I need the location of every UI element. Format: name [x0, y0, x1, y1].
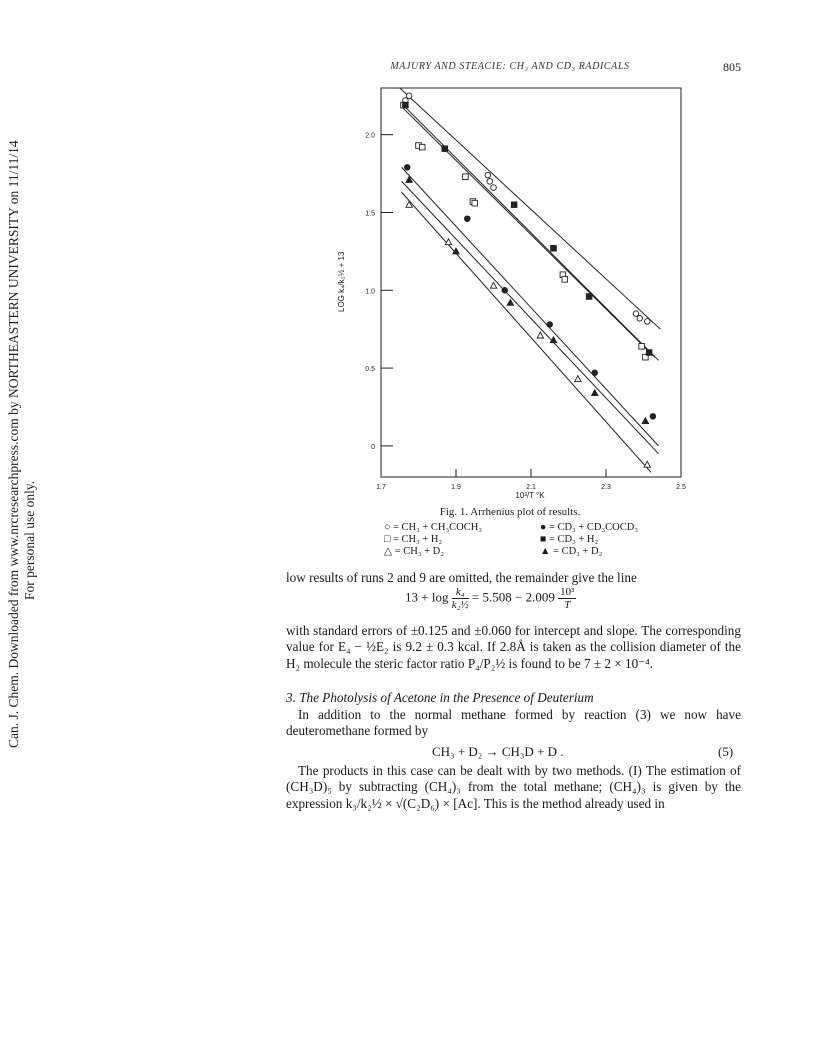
x-tick-label: 2.3: [601, 484, 611, 491]
legend-item: [384, 546, 482, 558]
data-point: [644, 319, 650, 325]
data-point: [637, 315, 643, 321]
data-point: [404, 165, 410, 171]
legend-symbol: △: [384, 546, 393, 557]
paragraph-deuterium: [286, 707, 741, 740]
data-point: [403, 102, 409, 108]
eq1-denominator: k₂½: [451, 599, 469, 611]
y-axis-label-text: LOG k₄/k₂½ + 13: [337, 251, 346, 312]
eq1-fraction-2: [558, 586, 576, 611]
y-axis-label: [337, 251, 346, 312]
eq1-numerator-2: 10³: [560, 586, 575, 598]
paragraph-text: In addition to the normal methane formed by reaction (3) we now have deuteromethane formed by: [286, 707, 741, 739]
data-point: [547, 322, 553, 328]
legend-text: = CH₃ + D₂: [394, 546, 444, 557]
legend-text: = CH₃ + H₂: [392, 534, 443, 545]
paragraph-text: The products in this case can be dealt with by two methods. (I) The estimation of (CH₃D)₅ by subtracting (CH₄)₃ from the total methane; (CH₄)₃ is given by the expression k₃/k₂½ × √(C₂D₆) × [Ac]. This is the method already used in: [286, 763, 741, 811]
equation-2: CH₃ + D₂ → CH₃D + D .: [432, 744, 564, 759]
eq1-denominator-2: T: [564, 599, 571, 611]
figure-caption: Fig. 1. Arrhenius plot of results.: [439, 506, 581, 518]
legend-right: [540, 522, 638, 558]
legend-symbol: ○: [384, 522, 391, 533]
eq1-middle: = 5.508 − 2.009: [471, 589, 555, 605]
data-point: [642, 418, 648, 424]
legend-symbol: ▲: [540, 546, 551, 557]
paragraph-errors: [286, 623, 741, 672]
data-point: [537, 332, 543, 338]
fit-line: [402, 181, 659, 453]
eq1-left: 13 + log: [405, 589, 449, 605]
fit-line: [400, 88, 661, 329]
fit-line: [402, 192, 651, 472]
data-point: [507, 299, 513, 305]
legend-item: [540, 522, 638, 534]
data-point: [511, 202, 517, 208]
data-point: [646, 350, 652, 356]
data-point: [464, 216, 470, 222]
data-point: [419, 144, 425, 150]
data-points: [401, 93, 656, 467]
data-point: [592, 390, 598, 396]
fit-line: [402, 107, 655, 358]
data-point: [442, 146, 448, 152]
download-notice: Can. J. Chem. Downloaded from www.nrcresearchpress.com by NORTHEASTERN UNIVERSITY on 11/11/14: [6, 140, 21, 748]
data-point: [463, 174, 469, 180]
legend-left: [384, 522, 482, 558]
data-point: [562, 277, 568, 283]
paragraph-intro: [286, 570, 741, 586]
plot-frame: [381, 88, 681, 477]
fit-lines: [400, 88, 661, 472]
data-point: [592, 370, 598, 376]
data-point: [650, 414, 656, 420]
paragraph-methods: [286, 763, 741, 812]
eq1-numerator: k₄: [452, 586, 469, 599]
y-tick-label: 2.0: [365, 132, 375, 140]
x-tick-label: 1.9: [451, 484, 461, 491]
data-point: [487, 179, 493, 185]
legend-symbol: ■: [540, 534, 547, 545]
equation-1: [405, 586, 576, 611]
y-tick-label: 1.5: [365, 210, 375, 218]
data-point: [586, 294, 592, 300]
x-tick-label: 1.7: [376, 484, 386, 491]
legend-text: = CD₃ + D₂: [553, 546, 603, 557]
data-point: [485, 172, 491, 178]
personal-use-notice: For personal use only.: [22, 480, 37, 600]
x-axis-label: 10³/T °K: [515, 491, 545, 500]
legend-item: [384, 522, 482, 534]
y-tick-label: 0.5: [365, 366, 375, 374]
paragraph-text: with standard errors of ±0.125 and ±0.060 for intercept and slope. The corresponding value for E₄ − ½E₂ is 9.2 ± 0.3 kcal. If 2.8Å is taken as the collision diameter of the H₂ molecule the steric factor ratio P₄/P₂½ is found to be 7 ± 2 × 10⁻⁴.: [286, 623, 741, 671]
legend-item: [540, 546, 638, 558]
eq1-fraction: [452, 586, 469, 611]
legend-text: = CD₃ + H₂: [548, 534, 599, 545]
data-point: [639, 343, 645, 349]
legend-symbol: ●: [540, 522, 547, 533]
y-tick-label: 1.0: [365, 288, 375, 296]
legend-text: = CD₃ + CD₃COCD₃: [548, 522, 639, 533]
y-tick-label: 0: [371, 443, 375, 451]
section-heading-text: 3. The Photolysis of Acetone in the Presence of Deuterium: [286, 690, 594, 705]
data-point: [644, 461, 650, 467]
x-tick-label: 2.1: [526, 484, 536, 491]
legend-symbol: □: [384, 534, 391, 545]
x-tick-label: 2.5: [676, 484, 686, 491]
data-point: [551, 245, 557, 251]
legend-item: [384, 534, 482, 546]
fit-line: [402, 104, 659, 361]
arrhenius-plot: [330, 80, 700, 505]
data-point: [575, 376, 581, 382]
data-point: [406, 201, 412, 207]
section-heading: [286, 690, 741, 706]
data-point: [502, 287, 508, 293]
data-point: [472, 200, 478, 206]
legend-item: [540, 534, 638, 546]
running-title: MAJURY AND STEACIE: CH₃ AND CD₃ RADICALS: [390, 61, 630, 72]
data-point: [490, 282, 496, 288]
paragraph-text: low results of runs 2 and 9 are omitted, the remainder give the line: [286, 570, 637, 585]
legend-text: = CH₃ + CH₃COCH₃: [392, 522, 483, 533]
equation-2-number: (5): [718, 744, 734, 759]
data-point: [491, 185, 497, 191]
page-number: 805: [723, 60, 741, 74]
